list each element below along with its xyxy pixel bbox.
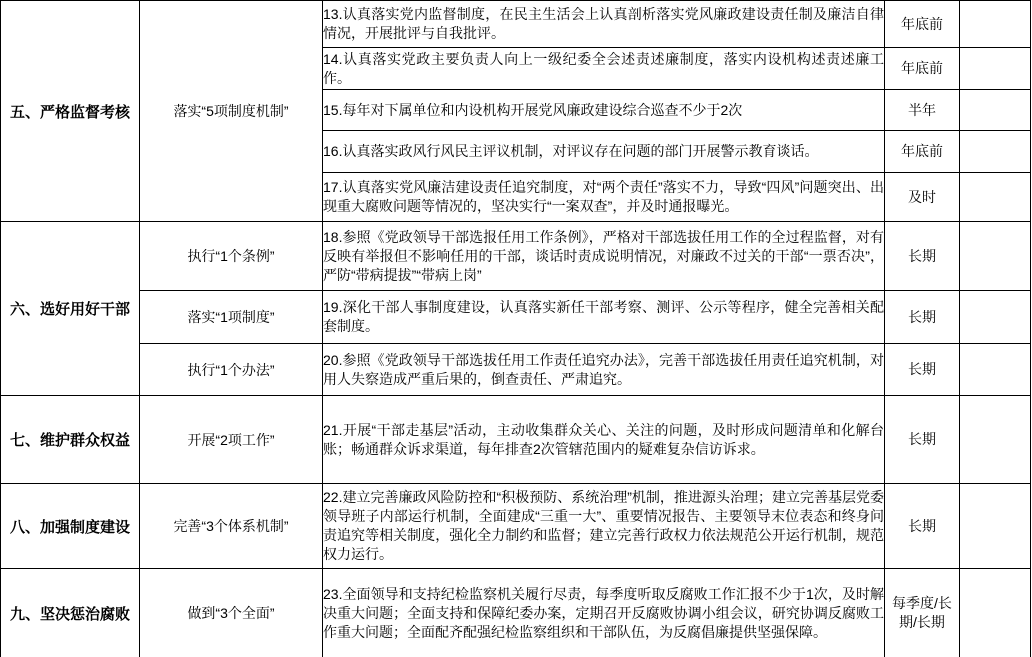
table-row xyxy=(1,344,1031,396)
task-cell xyxy=(323,1,885,48)
task-text: 开展“干部走基层”活动，主动收集群众关心、关注的问题，及时形成问题清单和化解台账；畅通群众诉求渠道，每年排查2次管辖范围内的疑难复杂信访诉求。 xyxy=(323,421,884,457)
task-cell xyxy=(323,90,885,131)
task-cell xyxy=(323,484,885,569)
measure-cell: 做到“3个全面” xyxy=(140,569,323,657)
category-cell: 六、选好用好干部 xyxy=(1,222,140,396)
task-text: 每年对下属单位和内设机构开展党风廉政建设综合巡查不少于2次 xyxy=(342,101,743,118)
remark-cell xyxy=(960,291,1031,344)
remark-cell xyxy=(960,48,1031,90)
category-cell: 七、维护群众权益 xyxy=(1,396,140,484)
deadline-cell: 长期 xyxy=(885,222,960,291)
task-text: 参照《党政领导干部选报任用工作条例》，严格对干部选拔任用工作的全过程监督，对有反映有举报但不影响任用的干部，谈话时责成说明情况，对廉政不过关的干部“一票否决”，严防“带病提拔”“带病上岗” xyxy=(323,228,884,283)
task-text: 建立完善廉政风险防控和“积极预防、系统治理”机制，推进源头治理；建立完善基层党委领导班子内部运行机制，全面建成“三重一大”、重要情况报告、主要领导末位表态和终身问责追究等相关制度，强化全力制约和监督；建立完善行政权力依法规范公开运行机制，规范权力运行。 xyxy=(323,489,884,562)
table-row xyxy=(1,222,1031,291)
remark-cell xyxy=(960,1,1031,48)
task-cell xyxy=(323,131,885,173)
deadline-cell: 及时 xyxy=(885,173,960,222)
task-text: 认真落实党政主要负责人向上一级纪委全会述责述廉制度，落实内设机构述责述廉工作。 xyxy=(323,50,884,86)
measure-cell: 执行“1个条例” xyxy=(140,222,323,291)
measure-cell: 落实“1项制度” xyxy=(140,291,323,344)
remark-cell xyxy=(960,90,1031,131)
remark-cell xyxy=(960,222,1031,291)
task-text: 全面领导和支持纪检监察机关履行尽责，每季度听取反腐败工作汇报不少于1次，及时解决重大问题；全面支持和保障纪委办案，定期召开反腐败协调小组会议，研究协调反腐败工作重大问题；全面配齐配强纪检监察组织和干部队伍，为反腐倡廉提供坚强保障。 xyxy=(323,585,884,640)
deadline-cell: 年底前 xyxy=(885,1,960,48)
remark-cell xyxy=(960,396,1031,484)
table-row xyxy=(1,396,1031,484)
task-cell xyxy=(323,222,885,291)
measure-cell: 执行“1个办法” xyxy=(140,344,323,396)
measure-cell: 落实“5项制度机制” xyxy=(140,1,323,222)
task-cell xyxy=(323,569,885,657)
task-text: 深化干部人事制度建设，认真落实新任干部考察、测评、公示等程序，健全完善相关配套制度。 xyxy=(323,299,884,334)
table-row xyxy=(1,484,1031,569)
table-row xyxy=(1,291,1031,344)
task-text: 认真落实党风廉洁建设责任追究制度，对“两个责任”落实不力，导致“四风”问题突出、出现重大腐败问题等情况的，坚决实行“一案双查”，并及时通报曝光。 xyxy=(323,179,884,214)
deadline-cell: 长期 xyxy=(885,344,960,396)
deadline-cell: 长期 xyxy=(885,396,960,484)
task-number: 13. xyxy=(323,6,343,22)
task-number: 17. xyxy=(323,179,343,195)
task-number: 20. xyxy=(323,351,343,368)
deadline-cell: 每季度/长期/长期 xyxy=(885,569,960,657)
deadline-cell: 年底前 xyxy=(885,131,960,173)
task-text: 认真落实政风行风民主评议机制，对评议存在问题的部门开展警示教育谈话。 xyxy=(342,143,819,159)
remark-cell xyxy=(960,173,1031,222)
task-cell xyxy=(323,344,885,396)
measure-cell: 开展“2项工作” xyxy=(140,396,323,484)
task-number: 23. xyxy=(323,585,343,602)
table-row xyxy=(1,569,1031,657)
remark-cell xyxy=(960,131,1031,173)
task-number: 21. xyxy=(323,421,343,438)
task-cell xyxy=(323,396,885,484)
task-cell xyxy=(323,291,885,344)
category-cell: 八、加强制度建设 xyxy=(1,484,140,569)
remark-cell xyxy=(960,344,1031,396)
deadline-cell: 长期 xyxy=(885,291,960,344)
measure-cell: 完善“3个体系机制” xyxy=(140,484,323,569)
deadline-cell: 长期 xyxy=(885,484,960,569)
remark-cell xyxy=(960,569,1031,657)
remark-cell xyxy=(960,484,1031,569)
table-row xyxy=(1,1,1031,48)
deadline-cell: 年底前 xyxy=(885,48,960,90)
task-number: 22. xyxy=(323,489,343,505)
task-text: 参照《党政领导干部选拔任用工作责任追究办法》，完善干部选拔任用责任追究机制，对用人失察造成严重后果的，倒查责任、严肃追究。 xyxy=(323,351,884,387)
deadline-cell: 半年 xyxy=(885,90,960,131)
task-cell xyxy=(323,173,885,222)
task-number: 15. xyxy=(323,101,343,118)
task-number: 19. xyxy=(323,299,343,315)
task-text: 认真落实党内监督制度，在民主生活会上认真剖析落实党风廉政建设责任制及廉洁自律情况，开展批评与自我批评。 xyxy=(323,6,884,41)
task-cell xyxy=(323,48,885,90)
task-number: 16. xyxy=(323,143,343,159)
category-cell: 五、严格监督考核 xyxy=(1,1,140,222)
task-number: 18. xyxy=(323,228,343,245)
task-number: 14. xyxy=(323,50,343,67)
category-cell: 九、坚决惩治腐败 xyxy=(1,569,140,657)
